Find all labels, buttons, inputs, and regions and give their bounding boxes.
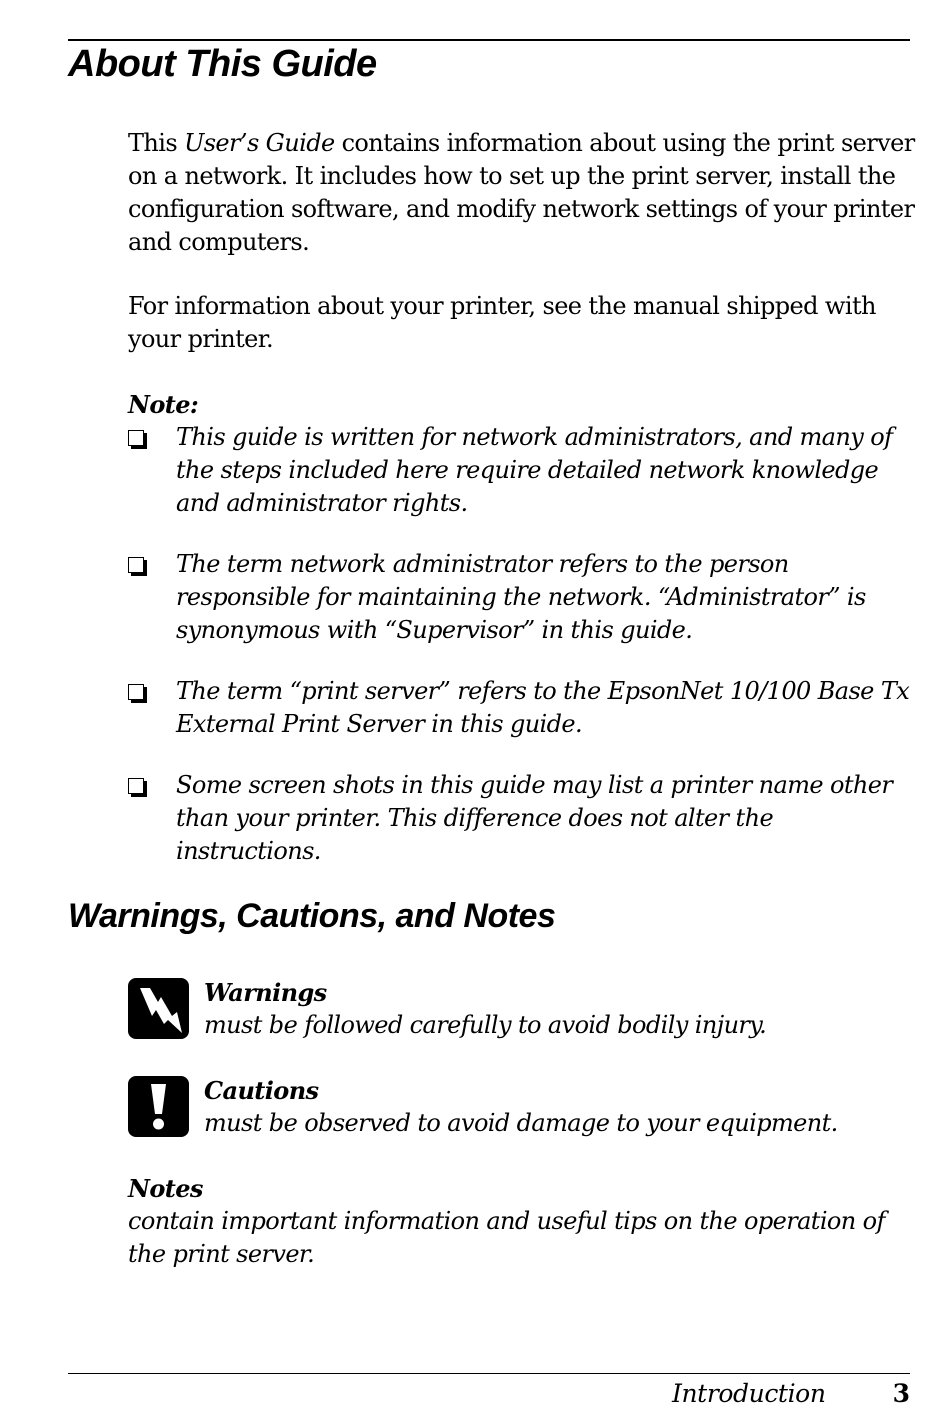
intro-paragraph: [128, 127, 918, 259]
page-title: About This Guide: [68, 43, 377, 85]
warnings-text: must be followed carefully to avoid bodily injury.: [204, 1011, 767, 1039]
note-item-text: Some screen shots in this guide may list a printer name other than your printer. This difference does not alter the instructions.: [176, 771, 893, 865]
checkbox-bullet-icon: [128, 684, 144, 700]
note-item: [128, 769, 918, 868]
guide-name: User’s Guide: [184, 129, 335, 157]
cautions-title: Cautions: [204, 1076, 319, 1105]
notes-text: contain important information and useful tips on the operation of the print server.: [128, 1207, 885, 1268]
footer-section-name: Introduction: [672, 1379, 826, 1408]
note-item-text: This guide is written for network administrators, and many of the steps included here require detailed network knowledge and administrator rights.: [176, 423, 893, 517]
cautions-block: [204, 1074, 838, 1140]
note-item: [128, 548, 918, 647]
note-label: Note:: [128, 390, 199, 419]
intro-prefix: This: [128, 129, 185, 157]
notes-block: [128, 1172, 918, 1271]
notes-title: Notes: [128, 1174, 203, 1203]
note-list: [128, 421, 918, 896]
checkbox-bullet-icon: [128, 430, 144, 446]
printer-info-paragraph: For information about your printer, see the manual shipped with your printer.: [128, 292, 876, 353]
note-item: [128, 675, 918, 741]
intro-suffix: contains information about using the print server on a network. It includes how to set up the print server, install the configuration software, and modify network settings of your printer and computers.: [128, 129, 915, 256]
checkbox-bullet-icon: [128, 557, 144, 573]
warnings-title: Warnings: [204, 978, 327, 1007]
exclamation-icon: [128, 1076, 189, 1137]
cautions-text: must be observed to avoid damage to your equipment.: [204, 1109, 838, 1137]
page-number: 3: [892, 1379, 910, 1408]
warnings-block: [204, 976, 766, 1042]
note-item: [128, 421, 918, 520]
note-item-text: The term network administrator refers to the person responsible for maintaining the network. “Administrator” is synonymous with “Supervisor” in this guide.: [176, 550, 866, 644]
footer-rule: [68, 1373, 910, 1374]
checkbox-bullet-icon: [128, 778, 144, 794]
lightning-icon: [128, 978, 189, 1039]
note-item-text: The term “print server” refers to the EpsonNet 10/100 Base Tx External Print Server in this guide.: [176, 677, 910, 738]
subsection-title: Warnings, Cautions, and Notes: [68, 897, 556, 935]
